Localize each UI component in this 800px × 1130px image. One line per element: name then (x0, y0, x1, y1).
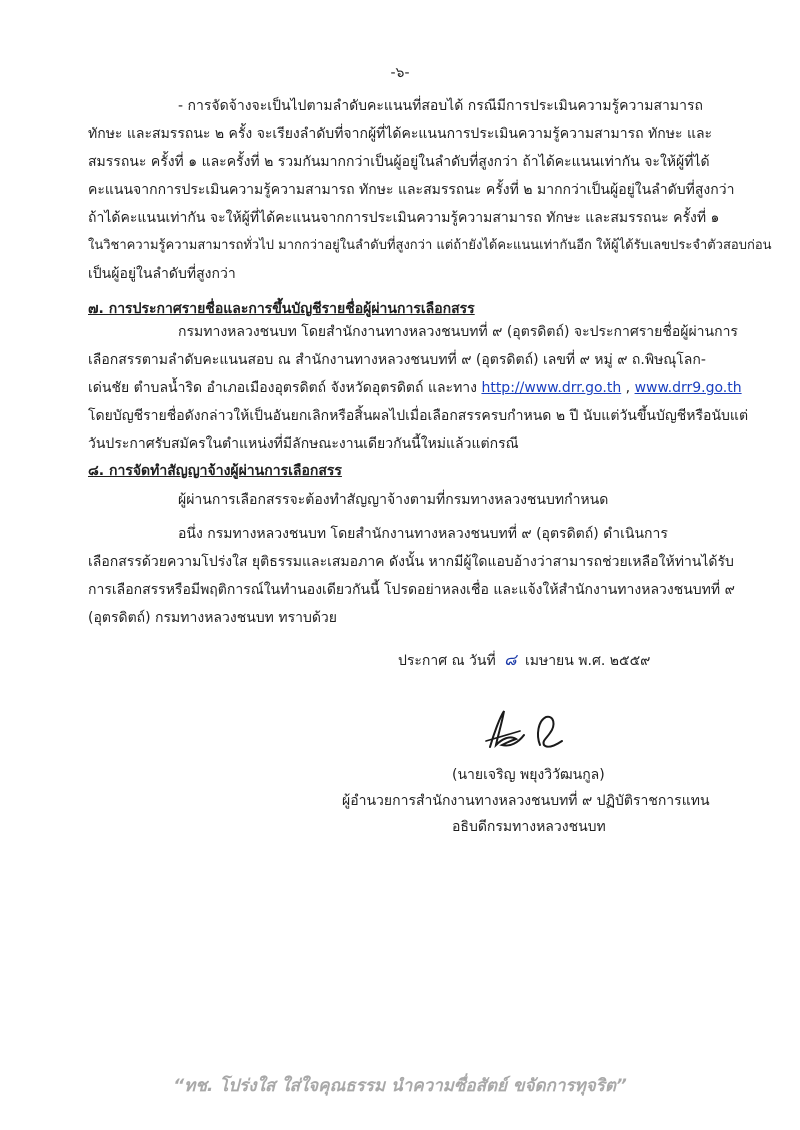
section-8-body (88, 486, 716, 514)
paragraph-line: กรมทางหลวงชนบท โดยสำนักงานทางหลวงชนบทที่ ๙ (อุตรดิตถ์) จะประกาศรายชื่อผู้ผ่านการ (178, 324, 738, 340)
paragraph-line (88, 374, 742, 402)
paragraph-line: ถ้าได้คะแนนเท่ากัน จะให้ผู้ที่ได้คะแนนจากการประเมินความรู้ความสามารถ ทักษะ และสมรรถนะ ครั้งที่ ๑ (88, 210, 720, 226)
page-number: -๖- (390, 65, 410, 81)
date-suffix: เมษายน พ.ศ. ๒๕๕๙ (524, 653, 651, 669)
signer-title-2: อธิบดีกรมทางหลวงชนบท (452, 819, 606, 835)
paragraph-line: เลือกสรรด้วยความโปร่งใส ยุติธรรมและเสมอภาค ดังนั้น หากมีผู้ใดแอบอ้างว่าสามารถช่วยเหลือให้ท่านได้รับ (88, 554, 734, 570)
paragraph-line: เลือกสรรตามลำดับคะแนนสอบ ณ สำนักงานทางหลวงชนบทที่ ๙ (อุตรดิตถ์) เลขที่ ๙ หมู่ ๙ ถ.พิษณุโลก- (88, 352, 706, 368)
paragraph-line: คะแนนจากการประเมินความรู้ความสามารถ ทักษะ และสมรรถนะ ครั้งที่ ๒ มากกว่าเป็นผู้อยู่ในลำดับที่สูงกว่า (88, 182, 735, 198)
notice-paragraph (88, 520, 735, 632)
paragraph-line: ผู้ผ่านการเลือกสรรจะต้องทำสัญญาจ้างตามที่กรมทางหลวงชนบทกำหนด (178, 492, 609, 508)
signer-title: ผู้อำนวยการสำนักงานทางหลวงชนบทที่ ๙ ปฏิบัติราชการแทน (342, 793, 710, 809)
signer-name: (นายเจริญ พยุงวิวัฒนกูล) (452, 767, 605, 783)
paragraph-line: การเลือกสรรหรือมีพฤติการณ์ในทำนองเดียวกันนี้ โปรดอย่าหลงเชื่อ และแจ้งให้สำนักงานทางหลวงชนบทที่ ๙ (88, 582, 735, 598)
paragraph-line: สมรรถนะ ครั้งที่ ๑ และครั้งที่ ๒ รวมกันมากกว่าเป็นผู้อยู่ในลำดับที่สูงกว่า ถ้าได้คะแนนเท่ากัน จะให้ผู้ที่ได้ (88, 154, 710, 170)
paragraph-line: อนึ่ง กรมทางหลวงชนบท โดยสำนักงานทางหลวงชนบทที่ ๙ (อุตรดิตถ์) ดำเนินการ (178, 526, 668, 542)
paragraph-line: วันประกาศรับสมัครในตำแหน่งที่มีลักษณะงานเดียวกันนี้ใหม่แล้วแต่กรณี (88, 436, 519, 452)
paragraph-line: โดยบัญชีรายชื่อดังกล่าวให้เป็นอันยกเลิกหรือสิ้นผลไปเมื่อเลือกสรรครบกำหนด ๒ ปี นับแต่วันขึ้นบัญชีหรือนับแต่ (88, 408, 749, 424)
link-separator: , (621, 380, 635, 396)
section-8-heading: ๘. การจัดทำสัญญาจ้างผู้ผ่านการเลือกสรร (88, 463, 342, 479)
paragraph-line: เป็นผู้อยู่ในลำดับที่สูงกว่า (88, 266, 236, 282)
paragraph-line: ในวิชาความรู้ความสามารถทั่วไป มากกว่าอยู่ในลำดับที่สูงกว่า แต่ถ้ายังได้คะแนนเท่ากันอีก ให้ผู้ได้รับเลขประจำตัวสอบก่อน (88, 238, 772, 253)
drr9-website-link[interactable]: www.drr9.go.th (634, 380, 742, 396)
drr-website-link[interactable]: http://www.drr.go.th (481, 380, 622, 396)
section-7-body (88, 318, 749, 458)
paragraph-line: - การจัดจ้างจะเป็นไปตามลำดับคะแนนที่สอบได้ กรณีมีการประเมินความรู้ความสามารถ (178, 98, 703, 114)
paragraph-line: ทักษะ และสมรรถนะ ๒ ครั้ง จะเรียงลำดับที่จากผู้ที่ได้คะแนนการประเมินความรู้ความสามารถ ทักษะ และ (88, 126, 713, 142)
date-day-handwritten: ๘ (504, 650, 517, 669)
address-text: เด่นชัย ตำบลน้ำริด อำเภอเมืองอุตรดิตถ์ จังหวัดอุตรดิตถ์ และทาง (88, 380, 482, 396)
ranking-paragraph (88, 92, 772, 288)
paragraph-line: (อุตรดิตถ์) กรมทางหลวงชนบท ทราบด้วย (88, 610, 337, 626)
footer-motto: “ทช. โปร่งใส ใส่ใจคุณธรรม นำความซื่อสัตย์ ขจัดการทุจริต” (173, 1076, 627, 1096)
signature-image (480, 705, 580, 755)
announcement-date (398, 648, 650, 673)
section-7-heading: ๗. การประกาศรายชื่อและการขึ้นบัญชีรายชื่อผู้ผ่านการเลือกสรร (88, 301, 475, 317)
date-prefix: ประกาศ ณ วันที่ (398, 653, 496, 669)
